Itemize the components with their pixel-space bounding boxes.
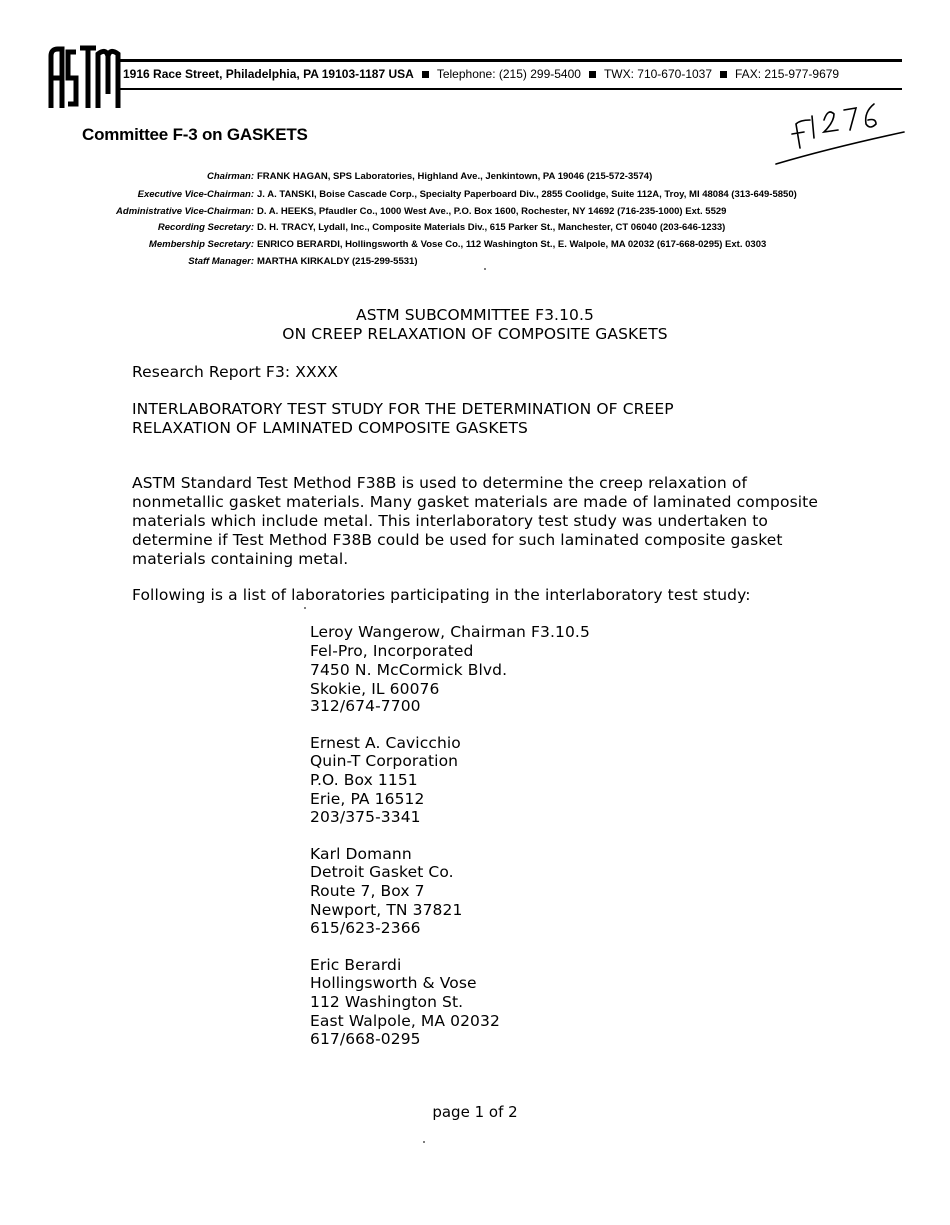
officer-role: Recording Secretary: [157, 222, 254, 233]
officer-info: FRANK HAGAN, SPS Laboratories, Highland Ave., Jenkintown, PA 19046 (215-572-3574) [257, 171, 653, 182]
lab-street: Route 7, Box 7 [310, 882, 425, 900]
lab-phone: 617/668-0295 [310, 1030, 421, 1048]
letterhead-rule-top [118, 59, 902, 62]
subcommittee-heading-line2: ON CREEP RELAXATION OF COMPOSITE GASKETS [282, 325, 668, 343]
lab-city: East Walpole, MA 02032 [310, 1012, 500, 1030]
lab-contact-name: Leroy Wangerow, Chairman F3.10.5 [310, 623, 590, 641]
officer-role: Administrative Vice-Chairman: [116, 206, 254, 217]
officer-administrative-vice-chairman [0, 206, 950, 220]
officer-role: Staff Manager: [188, 256, 254, 267]
officer-role: Chairman: [207, 171, 254, 182]
officer-staff-manager [0, 256, 950, 270]
paragraph-line: determine if Test Method F38B could be used for such laminated composite gasket [132, 531, 783, 549]
research-report-number: Research Report F3: XXXX [132, 363, 339, 381]
letterhead-telephone: Telephone: (215) 299-5400 [436, 67, 581, 81]
paragraph-line: materials containing metal. [132, 550, 349, 568]
officer-membership-secretary [0, 239, 950, 253]
lab-contact-name: Eric Berardi [310, 956, 402, 974]
paragraph-line: ASTM Standard Test Method F38B is used to determine the creep relaxation of [132, 474, 747, 492]
paragraph-line: materials which include metal. This interlaboratory test study was undertaken to [132, 512, 769, 530]
letterhead-twx: TWX: 710-670-1037 [603, 67, 713, 81]
lab-street: P.O. Box 1151 [310, 771, 418, 789]
bullet-icon [720, 71, 727, 78]
committee-title: Committee F-3 on GASKETS [82, 125, 308, 144]
bullet-icon [422, 71, 429, 78]
letterhead-address: 1916 Race Street, Philadelphia, PA 19103-1187 USA [123, 67, 414, 81]
scan-speck [423, 1141, 425, 1143]
letterhead-rule-bottom [118, 88, 902, 90]
lab-organization: Quin-T Corporation [310, 752, 459, 770]
officer-chairman [0, 171, 950, 185]
scan-speck [304, 607, 306, 609]
paragraph-line: nonmetallic gasket materials. Many gasket materials are made of laminated composite [132, 493, 818, 511]
laboratories-list-intro: Following is a list of laboratories participating in the interlaboratory test study: [132, 586, 751, 604]
lab-organization: Hollingsworth & Vose [310, 974, 477, 992]
lab-phone: 312/674-7700 [310, 697, 421, 715]
officer-recording-secretary [0, 222, 950, 236]
subcommittee-heading-line1: ASTM SUBCOMMITTEE F3.10.5 [356, 306, 594, 324]
letterhead-fax: FAX: 215-977-9679 [735, 67, 840, 81]
lab-street: 7450 N. McCormick Blvd. [310, 661, 508, 679]
lab-phone: 203/375-3341 [310, 808, 421, 826]
lab-contact-name: Ernest A. Cavicchio [310, 734, 461, 752]
lab-contact-name: Karl Domann [310, 845, 412, 863]
officer-info: D. A. HEEKS, Pfaudler Co., 1000 West Ave., P.O. Box 1600, Rochester, NY 14692 (716-235-1000) Ext. 5529 [257, 206, 727, 217]
scan-speck [484, 268, 486, 270]
officer-executive-vice-chairman [0, 189, 950, 203]
page-number: page 1 of 2 [432, 1103, 518, 1121]
lab-organization: Fel-Pro, Incorporated [310, 642, 474, 660]
officer-info: ENRICO BERARDI, Hollingsworth & Vose Co., 112 Washington St., E. Walpole, MA 02032 (617-668-0295) Ext. 0303 [257, 239, 767, 250]
officer-info: D. H. TRACY, Lydall, Inc., Composite Materials Div., 615 Parker St., Manchester, CT 06040 (203-646-1233) [257, 222, 726, 233]
officer-info: MARTHA KIRKALDY (215-299-5531) [257, 256, 418, 267]
astm-logo [46, 44, 122, 110]
handwritten-document-number [770, 100, 910, 172]
officer-info: J. A. TANSKI, Boise Cascade Corp., Specialty Paperboard Div., 2855 Coolidge, Suite 112A, Troy, MI 48084 (313-649-5850) [257, 189, 797, 200]
lab-organization: Detroit Gasket Co. [310, 863, 454, 881]
lab-city: Erie, PA 16512 [310, 790, 425, 808]
lab-city: Skokie, IL 60076 [310, 680, 440, 698]
officer-role: Membership Secretary: [148, 239, 254, 250]
lab-street: 112 Washington St. [310, 993, 464, 1011]
officer-role: Executive Vice-Chairman: [137, 189, 254, 200]
study-title-line1: INTERLABORATORY TEST STUDY FOR THE DETERMINATION OF CREEP [132, 400, 674, 418]
bullet-icon [589, 71, 596, 78]
letterhead-contact-line [123, 67, 839, 81]
study-title-line2: RELAXATION OF LAMINATED COMPOSITE GASKETS [132, 419, 528, 437]
lab-city: Newport, TN 37821 [310, 901, 463, 919]
lab-phone: 615/623-2366 [310, 919, 421, 937]
